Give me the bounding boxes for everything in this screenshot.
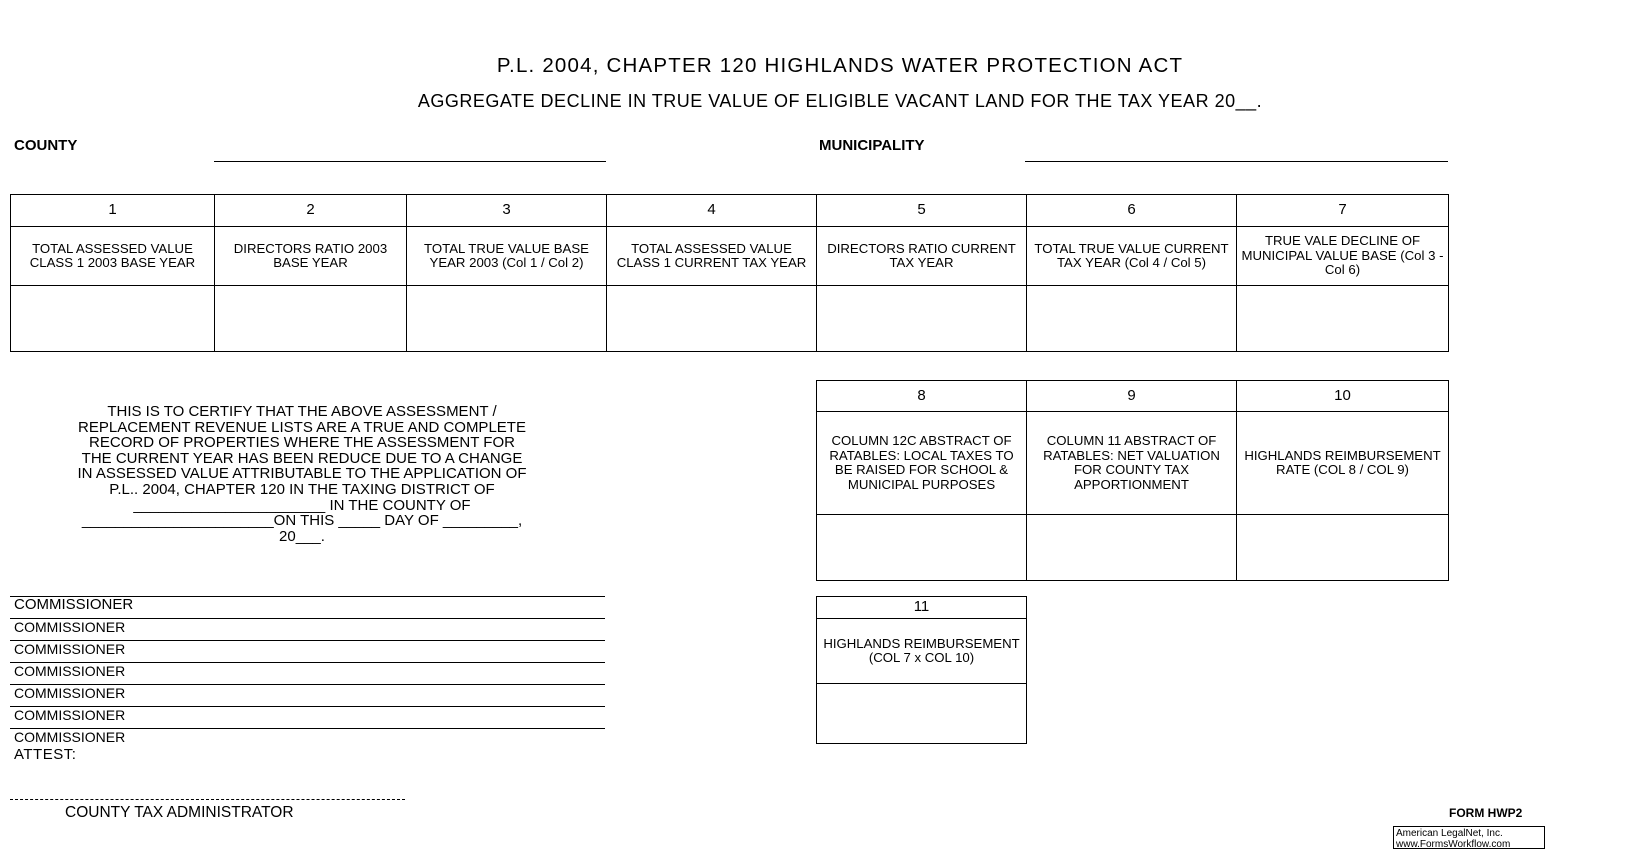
entry-cell-col-5[interactable]: [817, 286, 1027, 352]
commissioner-label: COMMISSIONER: [14, 707, 126, 723]
commissioner-label: COMMISSIONER: [14, 685, 126, 701]
column-number-row: [817, 597, 1027, 619]
entry-cell-col-8[interactable]: [817, 515, 1027, 581]
col-number: 7: [1237, 195, 1449, 227]
certification-text: THIS IS TO CERTIFY THAT THE ABOVE ASSESSMENT / REPLACEMENT REVENUE LISTS ARE A TRUE AND COMPLETE RECORD OF PROPERTIES WHERE THE ASSESSMENT FOR THE CURRENT YEAR HAS BEEN REDUCE DUE TO A CHANGE IN ASSESSED VALUE ATTRIBUTABLE TO THE APPLICATION OF P.L.. 2004, CHAPTER 120 IN THE TAXING DISTRICT OF _______________________ IN THE COUNTY OF _______________________ON THIS _____ DAY OF _________, 20___.: [77, 403, 527, 545]
publisher-box: [1393, 826, 1545, 849]
column-header-row: [11, 227, 1449, 286]
signature-line[interactable]: [10, 596, 605, 597]
col-number: 10: [1237, 381, 1449, 412]
form-subtitle: AGGREGATE DECLINE IN TRUE VALUE OF ELIGIBLE VACANT LAND FOR THE TAX YEAR 20__.: [417, 91, 1263, 111]
col-header: TOTAL ASSESSED VALUE CLASS 1 CURRENT TAX YEAR: [607, 227, 817, 286]
commissioner-label: COMMISSIONER: [14, 619, 126, 635]
reimbursement-table: [816, 596, 1027, 744]
publisher-name: American LegalNet, Inc.: [1396, 828, 1503, 839]
col-number: 4: [607, 195, 817, 227]
municipality-field[interactable]: [1025, 161, 1448, 162]
commissioner-label: COMMISSIONER: [14, 641, 126, 657]
col-number: 11: [817, 597, 1027, 619]
entry-row: [817, 684, 1027, 744]
entry-cell-col-10[interactable]: [1237, 515, 1449, 581]
attest-label: ATTEST:: [14, 746, 77, 763]
entry-cell-col-2[interactable]: [215, 286, 407, 352]
form-title: P.L. 2004, CHAPTER 120 HIGHLANDS WATER PROTECTION ACT: [496, 54, 1184, 77]
col-number: 5: [817, 195, 1027, 227]
entry-row: [817, 515, 1449, 581]
column-number-row: [11, 195, 1449, 227]
commissioner-label: COMMISSIONER: [14, 663, 126, 679]
col-header: TOTAL TRUE VALUE CURRENT TAX YEAR (Col 4 / Col 5): [1027, 227, 1237, 286]
column-header-row: [817, 412, 1449, 515]
col-number: 8: [817, 381, 1027, 412]
entry-cell-col-1[interactable]: [11, 286, 215, 352]
col-number: 9: [1027, 381, 1237, 412]
entry-cell-col-6[interactable]: [1027, 286, 1237, 352]
entry-cell-col-3[interactable]: [407, 286, 607, 352]
col-header: COLUMN 12C ABSTRACT OF RATABLES: LOCAL TAXES TO BE RAISED FOR SCHOOL & MUNICIPAL PURPOSES: [817, 412, 1027, 515]
entry-cell-col-11[interactable]: [817, 684, 1027, 744]
secondary-table: [816, 380, 1449, 581]
col-header: DIRECTORS RATIO CURRENT TAX YEAR: [817, 227, 1027, 286]
column-header-row: [817, 619, 1027, 684]
commissioner-label: COMMISSIONER: [14, 596, 134, 613]
administrator-signature-line[interactable]: [10, 799, 405, 800]
col-header: COLUMN 11 ABSTRACT OF RATABLES: NET VALUATION FOR COUNTY TAX APPORTIONMENT: [1027, 412, 1237, 515]
entry-cell-col-7[interactable]: [1237, 286, 1449, 352]
county-label: COUNTY: [14, 137, 78, 154]
col-header: TOTAL TRUE VALUE BASE YEAR 2003 (Col 1 / Col 2): [407, 227, 607, 286]
col-number: 1: [11, 195, 215, 227]
col-number: 6: [1027, 195, 1237, 227]
col-number: 3: [407, 195, 607, 227]
entry-cell-col-9[interactable]: [1027, 515, 1237, 581]
col-header: TRUE VALE DECLINE OF MUNICIPAL VALUE BASE (Col 3 - Col 6): [1237, 227, 1449, 286]
col-header: HIGHLANDS REIMBURSEMENT (COL 7 x COL 10): [817, 619, 1027, 684]
commissioner-label: COMMISSIONER: [14, 729, 126, 745]
col-header: HIGHLANDS REIMBURSEMENT RATE (COL 8 / COL 9): [1237, 412, 1449, 515]
main-table: [10, 194, 1449, 352]
col-header: TOTAL ASSESSED VALUE CLASS 1 2003 BASE YEAR: [11, 227, 215, 286]
column-number-row: [817, 381, 1449, 412]
col-number: 2: [215, 195, 407, 227]
entry-row: [11, 286, 1449, 352]
administrator-label: COUNTY TAX ADMINISTRATOR: [65, 804, 294, 821]
county-field[interactable]: [214, 161, 606, 162]
municipality-label: MUNICIPALITY: [819, 137, 925, 154]
entry-cell-col-4[interactable]: [607, 286, 817, 352]
form-id: FORM HWP2: [1449, 806, 1523, 820]
publisher-url[interactable]: www.FormsWorkflow.com: [1396, 839, 1511, 850]
col-header: DIRECTORS RATIO 2003 BASE YEAR: [215, 227, 407, 286]
